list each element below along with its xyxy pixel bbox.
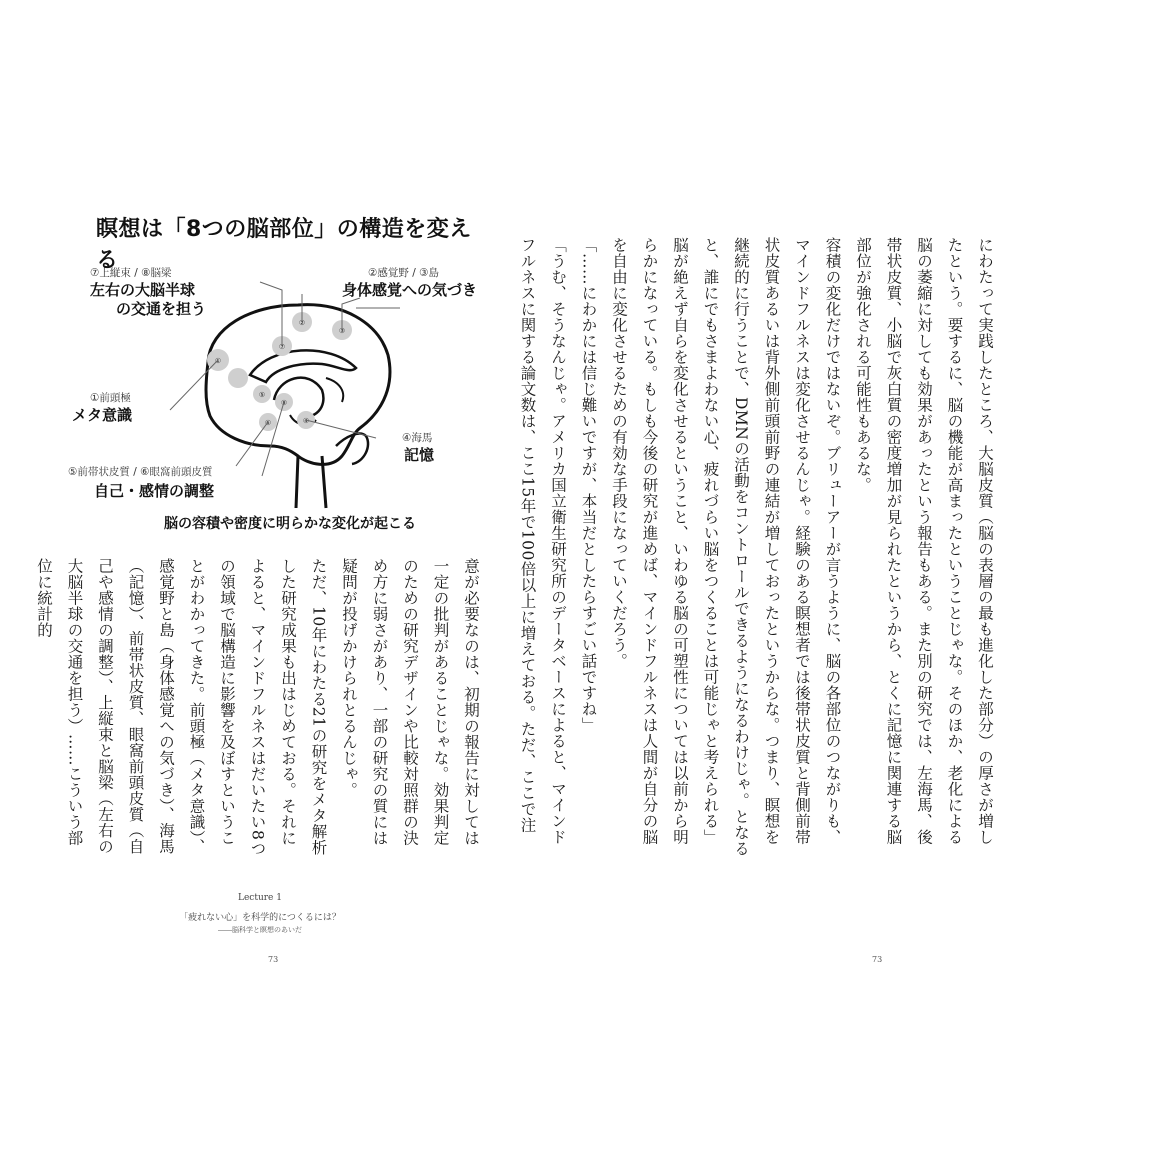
right-paragraph: 容積の変化だけではないぞ。ブリューアーが言うように、脳の各部位のつながりも、マインドフルネスは変化させるんじゃ。経験のある瞑想者では後帯状皮質と背側前帯状皮質あるいは背外側前頭前野の連結が増しておったというからな。つまり、瞑想を継続的に行うことで、DMNの活動をコントロールできるようになるわけじゃ。となると、誰にでもさまよわない心、疲れづらい脳をつくることは可能じゃと考えられる」 (701, 237, 842, 857)
label-hippocampus-big: 記憶 (404, 446, 435, 464)
svg-text:③: ③ (338, 328, 346, 335)
label-callosum-big-1: 左右の大脳半球 (90, 281, 196, 299)
figure-title: 瞑想は「8つの脳部位」の構造を変える (96, 217, 472, 273)
left-paragraph: ただ、10年にわたる21の研究をメタ解析した研究成果も出はじめておる。それによると、マインドフルネスはだいたい8つの領域で脳構造に影響を及ぼすということがわかってきた。前頭極（メタ意識）、感覚野と島（身体感覚への気づき）、海馬（記憶）、前帯状皮質、眼窩前頭皮質（自己や感情の調整）、上縦束と脳梁（左右の大脳半球の交通を担う）……こういう部位に統計的 (35, 558, 328, 857)
footer-subsubtitle: ――脳科学と瞑想のあいだ (218, 926, 302, 934)
label-hippocampus-small: ④海馬 (402, 432, 433, 444)
label-sensory-small: ②感覚野 / ③島 (368, 267, 440, 279)
footer-lecture: Lecture 1 (238, 893, 282, 903)
left-page-number: 73 (268, 955, 279, 964)
right-page (518, 0, 1150, 1150)
label-cingulate-small: ⑤前帯状皮質 / ⑥眼窩前頭皮質 (68, 466, 213, 478)
footer-subtitle: 「疲れない心」を科学的につくるには？ (179, 913, 341, 923)
svg-text:⑥: ⑥ (264, 420, 272, 427)
left-body-text (35, 558, 486, 858)
label-sensory-big: 身体感覚への気づき (342, 281, 478, 299)
right-paragraph: 「……にわかには信じ難いですが、本当だとしたらすごい話ですね」 (579, 237, 598, 733)
svg-text:④: ④ (302, 418, 310, 425)
right-paragraph: 「うむ、そうなんじゃ。アメリカ国立衛生研究所のデータベースによると、マインドフルネスに関する論文数は、ここ15年で100倍以上に増えておる。ただ、ここで注 (518, 237, 567, 845)
label-cingulate-big: 自己・感情の調整 (94, 482, 215, 500)
label-callosum-small: ⑦上縦束 / ⑧脳梁 (90, 267, 172, 279)
right-paragraph: 脳が絶えず自らを変化させるということ、いわゆる脳の可塑性については以前から明らかになっている。もしも今後の研究が進めば、マインドフルネスは人間が自分の脳を自由に変化させるための有効な手段になっていくだろう。 (610, 237, 689, 845)
label-frontal-big: メタ意識 (72, 406, 133, 424)
right-paragraph: にわたって実践したところ、大脳皮質（脳の表層の最も進化した部分）の厚さが増したという。要するに、脳の機能が高まったということじゃな。そのほか、老化による脳の萎縮に対しても効果があったという報告もある。また別の研究では、左海馬、後帯状皮質、小脳で灰白質の密度増加が見られたというから、とくに記憶に関連する脳部位が強化される可能性もあるな。 (854, 237, 994, 845)
label-frontal-small: ①前頭極 (90, 392, 131, 404)
figure-caption: 脳の容積や密度に明らかな変化が起こる (164, 516, 416, 532)
svg-text:②: ② (298, 320, 306, 327)
right-page-number: 73 (872, 955, 883, 964)
left-paragraph: 意が必要なのは、初期の報告に対しては一定の批判があることじゃな。効果判定のための研究デザインや比較対照群の決め方に弱さがあり、一部の研究の質には疑問が投げかけられとるんじゃ。 (340, 558, 480, 846)
svg-text:⑦: ⑦ (278, 344, 286, 351)
svg-text:⑧: ⑧ (280, 400, 288, 407)
svg-text:⑤: ⑤ (258, 392, 266, 399)
label-callosum-big-2: の交通を担う (116, 300, 207, 318)
svg-text:①: ① (214, 358, 222, 365)
brain-figure (60, 250, 490, 510)
right-body-text (518, 237, 1000, 857)
